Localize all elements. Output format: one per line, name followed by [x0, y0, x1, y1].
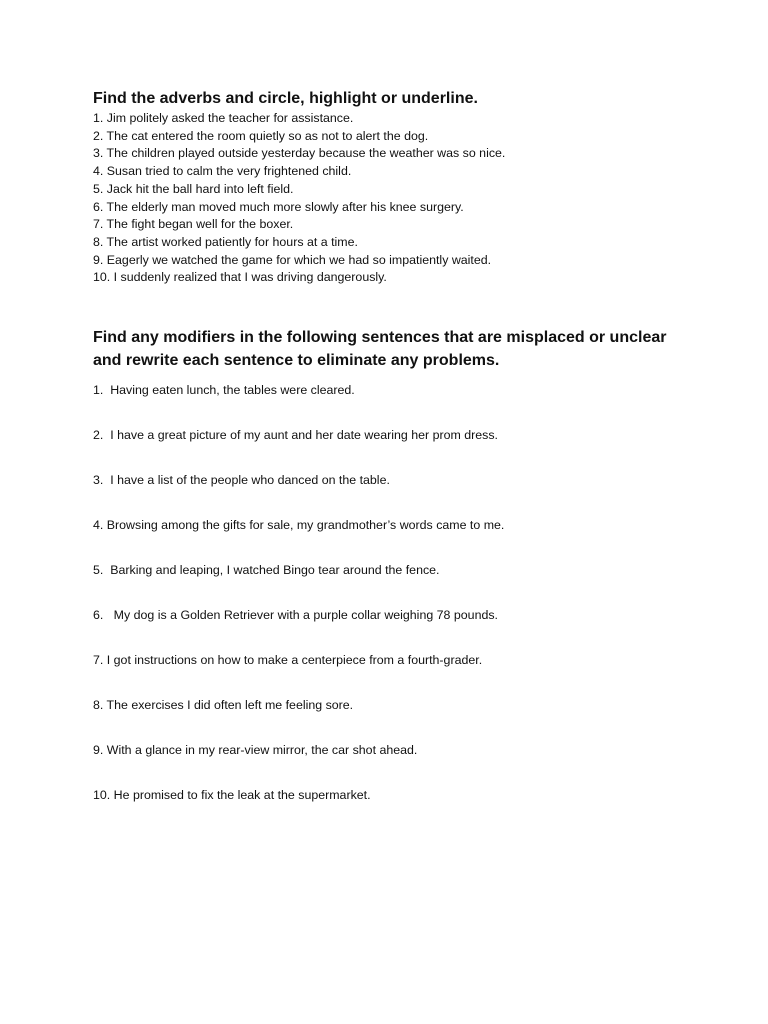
modifier-sentence-3: 3. I have a list of the people who danced on the table.: [93, 473, 390, 487]
adverbs-list: [93, 110, 693, 287]
adverb-sentence-4: 4. Susan tried to calm the very frightened child.: [93, 164, 352, 179]
modifier-sentence-2: 2. I have a great picture of my aunt and her date wearing her prom dress.: [93, 428, 498, 442]
adverb-sentence-5: 5. Jack hit the ball hard into left field.: [93, 181, 294, 196]
adverb-sentence-8: 8. The artist worked patiently for hours at a time.: [93, 234, 358, 249]
adverb-sentence-2: 2. The cat entered the room quietly so as not to alert the dog.: [93, 128, 429, 143]
modifiers-list: [93, 381, 504, 831]
modifier-sentence-8: 8. The exercises I did often left me feeling sore.: [93, 698, 354, 712]
modifiers-heading-line-2: and rewrite each sentence to eliminate any problems.: [93, 352, 500, 369]
adverb-sentence-9: 9. Eagerly we watched the game for which we had so impatiently waited.: [93, 252, 492, 267]
adverb-sentence-3: 3. The children played outside yesterday because the weather was so nice.: [93, 146, 506, 161]
modifier-sentence-4: 4. Browsing among the gifts for sale, my grandmother’s words came to me.: [93, 518, 505, 532]
adverbs-heading: Find the adverbs and circle, highlight or underline.: [93, 90, 478, 107]
adverb-sentence-10: 10. I suddenly realized that I was driving dangerously.: [93, 270, 387, 285]
modifier-sentence-10: 10. He promised to fix the leak at the supermarket.: [93, 788, 371, 802]
modifier-sentence-6: 6. My dog is a Golden Retriever with a purple collar weighing 78 pounds.: [93, 608, 498, 622]
modifiers-section: [93, 326, 693, 802]
adverb-sentence-7: 7. The fight began well for the boxer.: [93, 217, 294, 232]
adverb-sentence-1: 1. Jim politely asked the teacher for assistance.: [93, 111, 354, 125]
adverb-sentence-6: 6. The elderly man moved much more slowly after his knee surgery.: [93, 199, 464, 214]
modifier-sentence-5: 5. Barking and leaping, I watched Bingo tear around the fence.: [93, 563, 440, 577]
modifiers-heading-line-1: Find any modifiers in the following sentences that are misplaced or unclear: [93, 329, 667, 346]
adverbs-section: [93, 88, 693, 287]
modifier-sentence-1: 1. Having eaten lunch, the tables were cleared.: [93, 383, 355, 397]
modifier-sentence-7: 7. I got instructions on how to make a centerpiece from a fourth-grader.: [93, 653, 483, 667]
modifier-sentence-9: 9. With a glance in my rear-view mirror, the car shot ahead.: [93, 743, 418, 757]
